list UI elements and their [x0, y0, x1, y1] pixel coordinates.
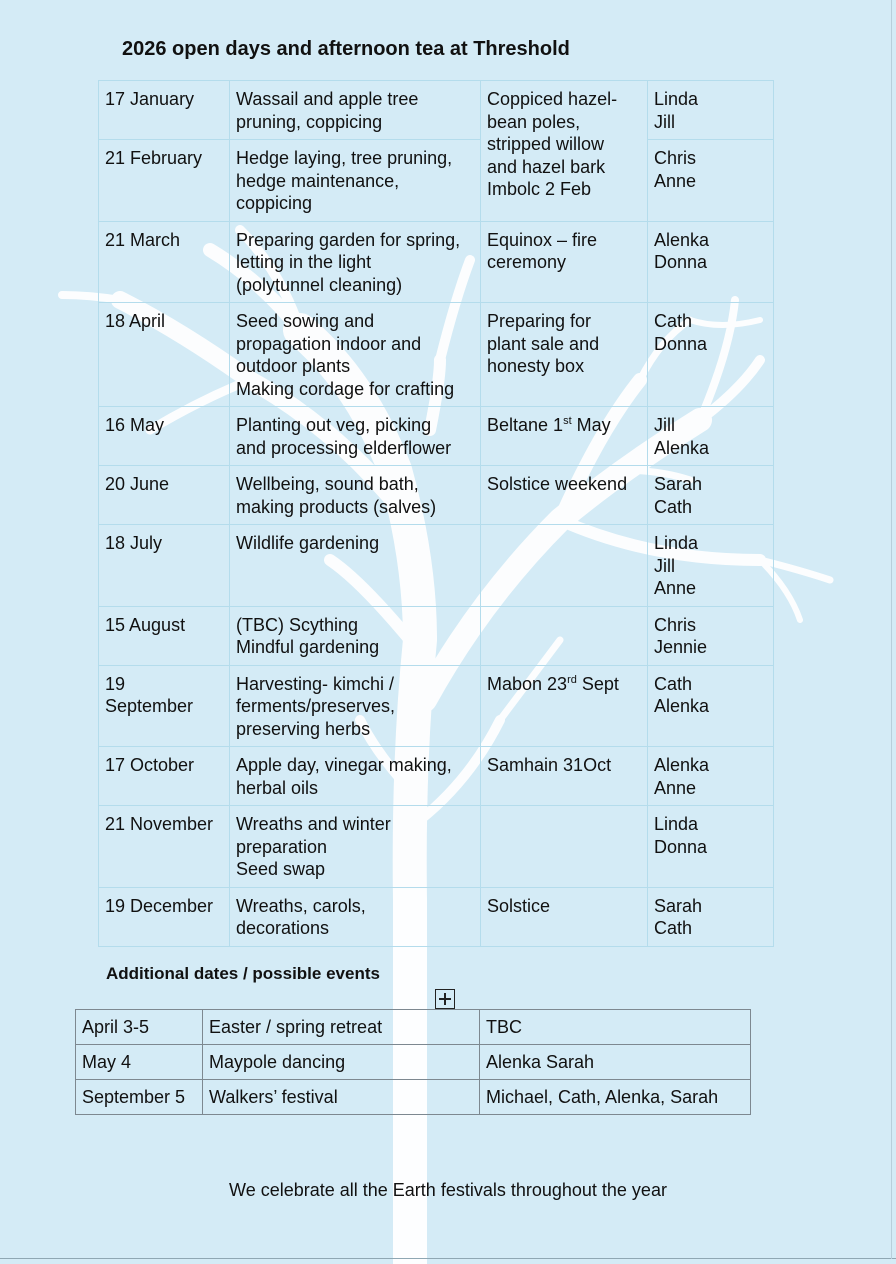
table-row [99, 81, 774, 140]
activity-cell: Planting out veg, picking and processing elderflower [230, 407, 481, 466]
activity-cell: Wreaths, carols, decorations [230, 887, 481, 946]
hosts-cell: Linda Jill [648, 81, 774, 140]
table-row [99, 525, 774, 607]
festival-cell: Coppiced hazel- bean poles, stripped willow and hazel bark Imbolc 2 Feb [481, 81, 648, 222]
activity-cell: (TBC) Scything Mindful gardening [230, 606, 481, 665]
page-title: 2026 open days and afternoon tea at Threshold [122, 38, 570, 60]
date-cell: 19 September [99, 665, 230, 747]
additional-date-cell: May 4 [76, 1045, 203, 1080]
additional-hosts-cell: TBC [480, 1010, 751, 1045]
additional-dates-heading: Additional dates / possible events [106, 964, 380, 983]
hosts-cell: Chris Anne [648, 140, 774, 222]
activity-cell: Wreaths and winter preparation Seed swap [230, 806, 481, 888]
table-row [99, 747, 774, 806]
hosts-cell: Linda Donna [648, 806, 774, 888]
activity-cell: Preparing garden for spring, letting in the light (polytunnel cleaning) [230, 221, 481, 303]
hosts-cell: Cath Donna [648, 303, 774, 407]
table-row [99, 221, 774, 303]
festival-cell [481, 606, 648, 665]
festival-cell: Equinox – fire ceremony [481, 221, 648, 303]
festival-cell: Preparing for plant sale and honesty box [481, 303, 648, 407]
table-row [99, 303, 774, 407]
date-cell: 18 July [99, 525, 230, 607]
additional-hosts-cell: Michael, Cath, Alenka, Sarah [480, 1080, 751, 1115]
table-row [99, 466, 774, 525]
festival-cell: Mabon 23rd Sept [481, 665, 648, 747]
hosts-cell: Chris Jennie [648, 606, 774, 665]
date-cell: 17 October [99, 747, 230, 806]
activity-cell: Wellbeing, sound bath, making products (salves) [230, 466, 481, 525]
hosts-cell: Alenka Donna [648, 221, 774, 303]
hosts-cell: Linda Jill Anne [648, 525, 774, 607]
date-cell: 15 August [99, 606, 230, 665]
table-row [76, 1080, 751, 1115]
table-move-handle-icon[interactable] [435, 989, 455, 1009]
date-cell: 17 January [99, 81, 230, 140]
page-bottom-edge [0, 1258, 896, 1259]
hosts-cell: Alenka Anne [648, 747, 774, 806]
additional-event-cell: Walkers’ festival [203, 1080, 480, 1115]
festival-cell: Samhain 31Oct [481, 747, 648, 806]
date-cell: 19 December [99, 887, 230, 946]
activity-cell: Wildlife gardening [230, 525, 481, 607]
additional-hosts-cell: Alenka Sarah [480, 1045, 751, 1080]
festival-cell: Solstice [481, 887, 648, 946]
hosts-cell: Jill Alenka [648, 407, 774, 466]
additional-date-cell: September 5 [76, 1080, 203, 1115]
table-row [76, 1045, 751, 1080]
activity-cell: Hedge laying, tree pruning, hedge maintenance, coppicing [230, 140, 481, 222]
hosts-cell: Sarah Cath [648, 887, 774, 946]
table-row [99, 806, 774, 888]
date-cell: 18 April [99, 303, 230, 407]
festival-cell: Solstice weekend [481, 466, 648, 525]
date-cell: 20 June [99, 466, 230, 525]
additional-dates-table [75, 1009, 751, 1115]
footer-text: We celebrate all the Earth festivals throughout the year [229, 1180, 667, 1200]
table-row [99, 140, 774, 222]
festival-cell [481, 806, 648, 888]
page-right-edge [891, 0, 892, 1259]
hosts-cell: Cath Alenka [648, 665, 774, 747]
date-cell: 21 February [99, 140, 230, 222]
additional-event-cell: Maypole dancing [203, 1045, 480, 1080]
table-row [76, 1010, 751, 1045]
additional-event-cell: Easter / spring retreat [203, 1010, 480, 1045]
table-row [99, 887, 774, 946]
table-row [99, 665, 774, 747]
activity-cell: Wassail and apple tree pruning, coppicing [230, 81, 481, 140]
date-cell: 21 November [99, 806, 230, 888]
activity-cell: Apple day, vinegar making, herbal oils [230, 747, 481, 806]
additional-date-cell: April 3-5 [76, 1010, 203, 1045]
festival-cell [481, 525, 648, 607]
date-cell: 21 March [99, 221, 230, 303]
activity-cell: Harvesting- kimchi / ferments/preserves, preserving herbs [230, 665, 481, 747]
date-cell: 16 May [99, 407, 230, 466]
hosts-cell: Sarah Cath [648, 466, 774, 525]
schedule-table [98, 80, 774, 947]
table-row [99, 407, 774, 466]
table-row [99, 606, 774, 665]
festival-cell: Beltane 1st May [481, 407, 648, 466]
activity-cell: Seed sowing and propagation indoor and outdoor plants Making cordage for crafting [230, 303, 481, 407]
